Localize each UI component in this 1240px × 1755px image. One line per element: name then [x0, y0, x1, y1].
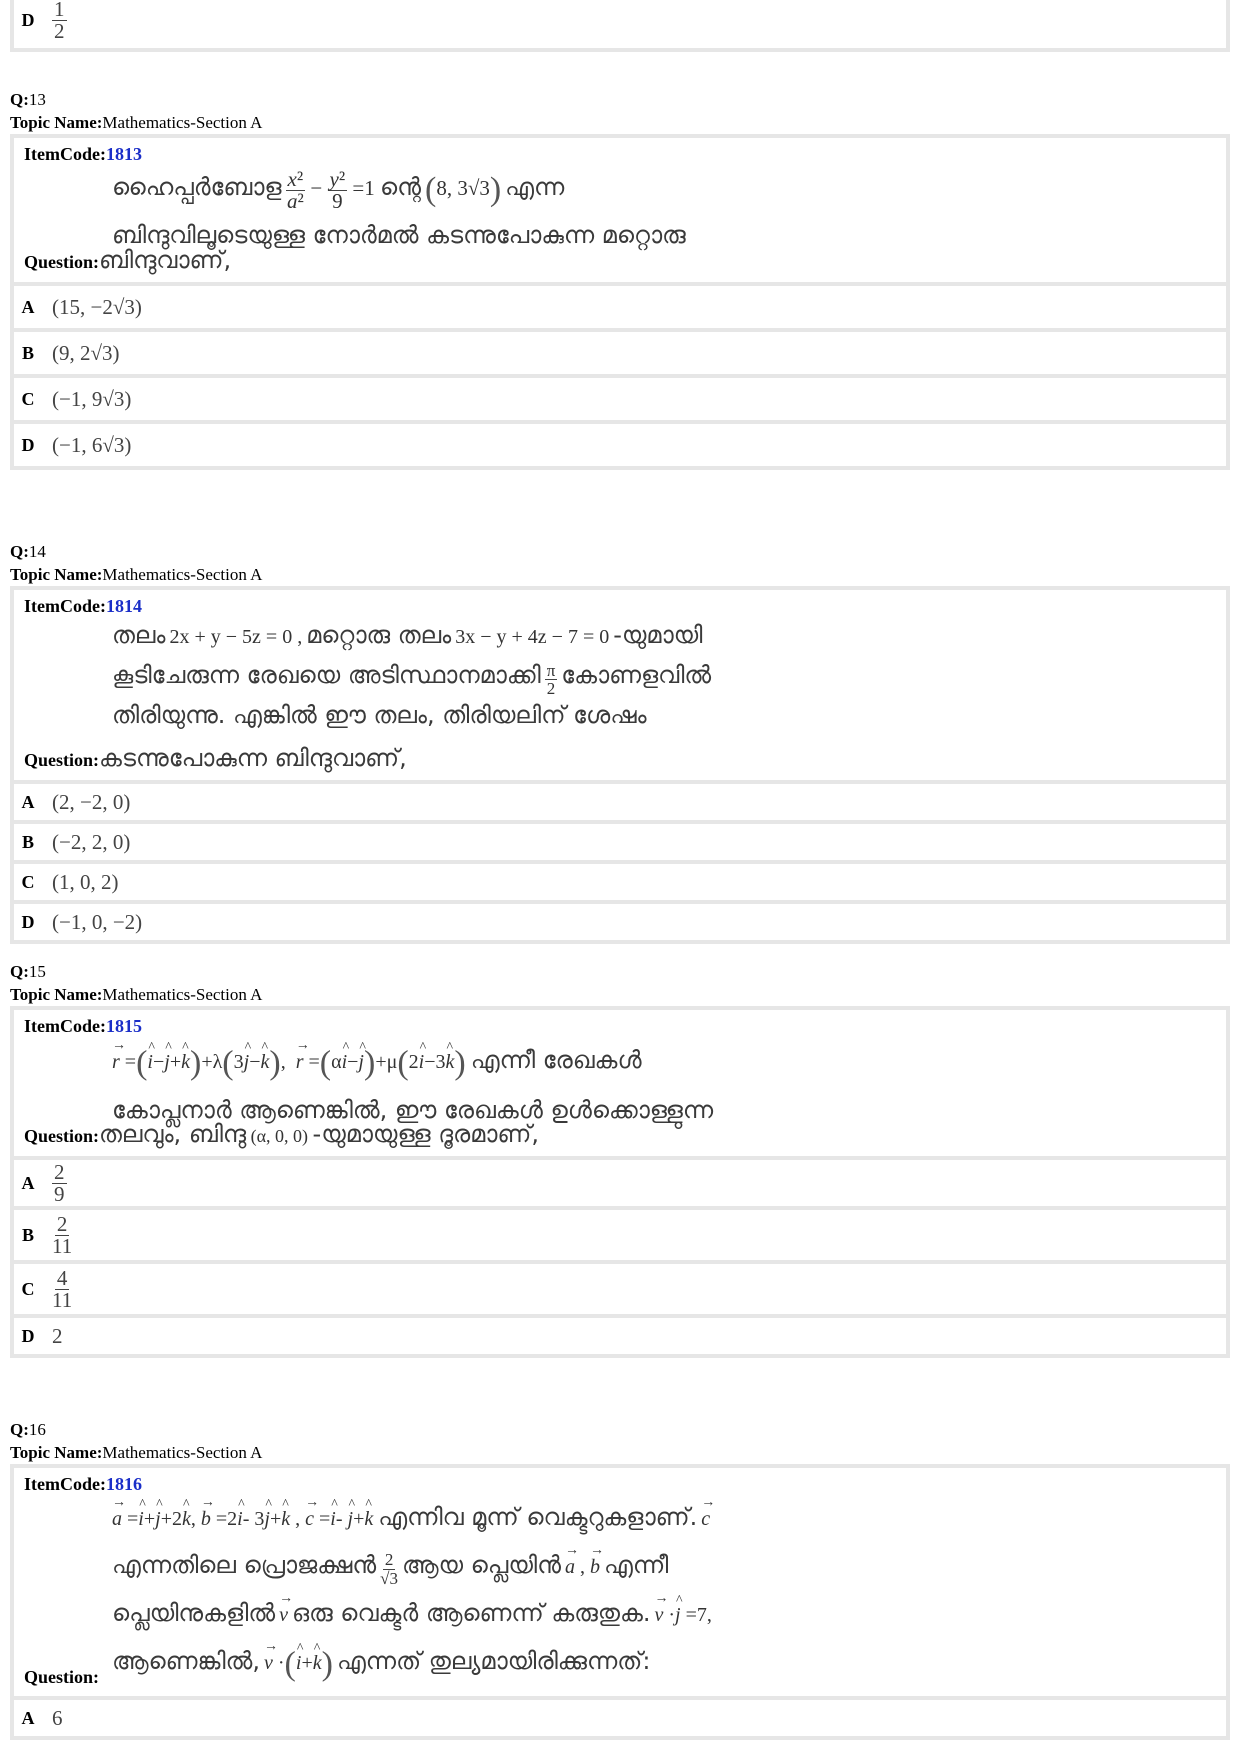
option-row-c[interactable]: C (1, 0, 2): [14, 864, 1226, 900]
question-cell: ItemCode:1816 → a =^ i+^ j+2^ k, → b =2^ i- 3^ j+^ k , → c =^ i- ^ j+^ k എന്നിവ മൂന്ന് വെക്ടറുകളാണ്. → c എന്നതിലെ പ്രൊജക്ഷൻ $\frac{2}{√3}$ ആയ പ്ലെയിൻ → a , → b എന്നീ പ്ലെയിനുകളിൽ → v ഒരു വെക്ടർ ആണെന്ന് കരുതുക. → v ·^ j =7, ആണെങ്കിൽ, → v ·(^ i+^ k) എന്നത് തുല്യമായിരിക്കുന്നത്: Question:: [14, 1468, 1226, 1696]
question-label: Question:ബിന്ദുവാണ്,: [24, 246, 232, 274]
question-14: [10, 540, 1230, 944]
option-row-b[interactable]: B (9, 2√3): [14, 332, 1226, 374]
question-15: [10, 960, 1230, 1358]
question-number: Q:14: [10, 542, 46, 561]
option-row-c[interactable]: C $\frac{4}{11}$: [14, 1264, 1226, 1314]
question-16: [10, 1418, 1230, 1740]
topic-name: Topic Name:Mathematics-Section A: [10, 985, 263, 1004]
option-row-a[interactable]: A (15, −2√3): [14, 286, 1226, 328]
item-code: ItemCode:1816: [24, 1474, 142, 1494]
option-row-a[interactable]: A $\frac{2}{9}$: [14, 1160, 1226, 1206]
question-cell: ItemCode:1813 ഹൈപ്പർബോള $\frac{\text{x²}}{\text{a²}}$ − $\frac{\text{y²}}{9}$ =1 ന്റെ (8, 3√3) എന്ന ബിന്ദുവിലൂടെയുള്ള നോർമൽ കടന്നുപോകുന്ന മറ്റൊരു Question:ബിന്ദുവാണ്,: [14, 138, 1226, 282]
question-label: Question:: [24, 1667, 100, 1687]
question-number: Q:16: [10, 1420, 46, 1439]
option-row-b[interactable]: B (−2, 2, 0): [14, 824, 1226, 860]
option-row-d[interactable]: D 2: [14, 1318, 1226, 1354]
option-fraction: $\frac{1}{2}$: [54, 0, 65, 43]
question-label: Question:തലവും, ബിന്ദു (α, 0, 0) -യുമായുള്ള ദൂരമാണ്,: [24, 1120, 540, 1148]
option-row-b[interactable]: B $\frac{2}{11}$: [14, 1210, 1226, 1260]
option-row-a[interactable]: A 6: [14, 1700, 1226, 1736]
question-label: Question:കടന്നുപോകുന്ന ബിന്ദുവാണ്,: [24, 744, 407, 772]
question-cell: ItemCode:1814 തലം 2x + y − 5z = 0 , മറ്റൊരു തലം 3x − y + 4z − 7 = 0 -യുമായി കൂടിചേരുന്ന രേഖയെ അടിസ്ഥാനമാക്കി $\frac{\pi}{2}$ കോണളവിൽ തിരിയുന്നു. എങ്കിൽ ഈ തലം, തിരിയലിന് ശേഷം Question:കടന്നുപോകുന്ന ബിന്ദുവാണ്,: [14, 590, 1226, 780]
question-13: [10, 88, 1230, 470]
option-row-d[interactable]: D (−1, 0, −2): [14, 904, 1226, 940]
option-row-a[interactable]: A (2, −2, 0): [14, 784, 1226, 820]
topic-name: Topic Name:Mathematics-Section A: [10, 113, 263, 132]
option-row-d[interactable]: D (−1, 6√3): [14, 424, 1226, 466]
topic-name: Topic Name:Mathematics-Section A: [10, 1443, 263, 1462]
option-label: D: [21, 9, 35, 30]
item-code: ItemCode:1814: [24, 596, 142, 616]
item-code: ItemCode:1815: [24, 1016, 142, 1036]
topic-name: Topic Name:Mathematics-Section A: [10, 565, 263, 584]
question-cell: ItemCode:1815 → r =(^ i−^ j+^ k)+λ(3^ j−^ k), → r =(α^ i−^ j)+μ(2^ i−3^ k) എന്നീ രേഖകൾ കോപ്ലനാർ ആണെങ്കിൽ, ഈ രേഖകൾ ഉൾക്കൊള്ളുന്ന Question:തലവും, ബിന്ദു (α, 0, 0) -യുമായുള്ള ദൂരമാണ്,: [14, 1010, 1226, 1156]
option-row-c[interactable]: C (−1, 9√3): [14, 378, 1226, 420]
question-number: Q:15: [10, 962, 46, 981]
prev-question-tail: [10, 0, 1230, 52]
question-number: Q:13: [10, 90, 46, 109]
item-code: ItemCode:1813: [24, 144, 142, 164]
option-row[interactable]: [14, 0, 1226, 48]
